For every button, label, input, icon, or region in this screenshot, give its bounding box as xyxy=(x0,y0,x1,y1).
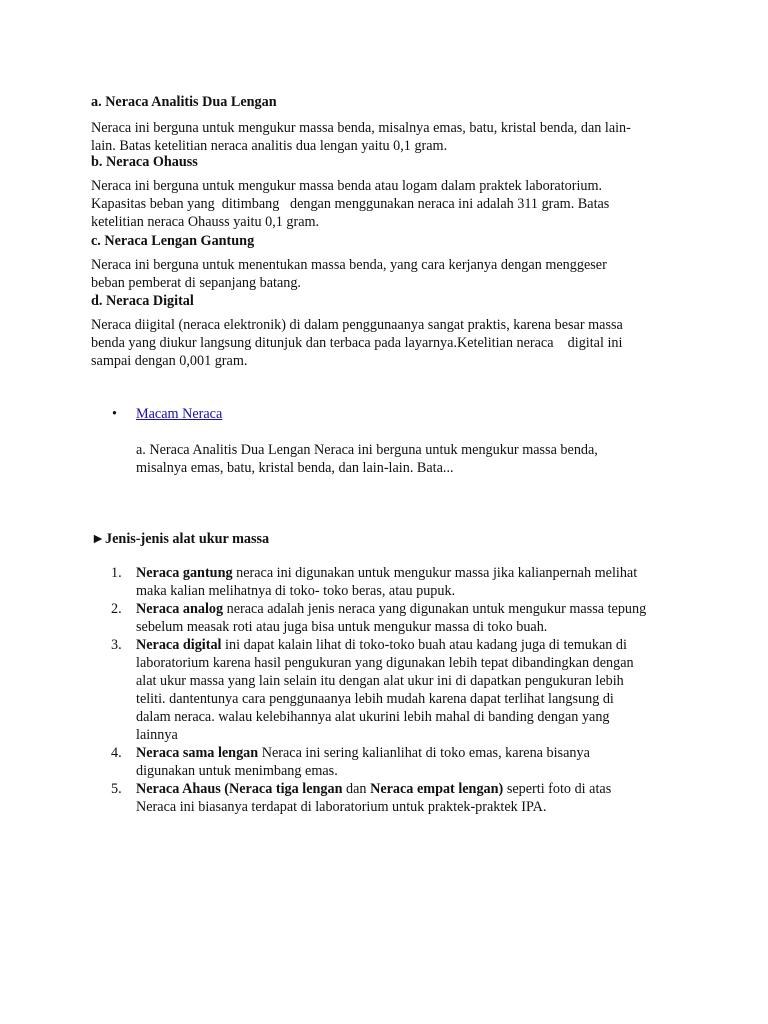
item-connector: dan xyxy=(342,781,371,797)
para-ohauss: Neraca ini berguna untuk mengukur massa benda atau logam dalam praktek laboratorium. Kapasitas beban yang ditimbang dengan menggunakan neraca ini adalah 311 gram. Batas ketelitian neraca Ohauss yaitu 0,1 gram. xyxy=(91,178,610,230)
list-number: 5. xyxy=(111,781,122,797)
item-title: Neraca gantung xyxy=(136,565,233,581)
list-item xyxy=(91,780,691,816)
list-number: 3. xyxy=(111,637,122,653)
item-close-paren: ) xyxy=(498,781,504,797)
item-text: Neraca ini sering kalianlihat di toko emas, karena bisanya digunakan untuk menimbang emas. xyxy=(136,745,590,779)
heading-analitis: a. Neraca Analitis Dua Lengan xyxy=(91,94,277,110)
item-text: neraca ini digunakan untuk mengukur massa jika kalianpernah melihat maka kalian melihatnya di toko- toko beras, atau pupuk. xyxy=(136,565,638,599)
bullet-marker: • xyxy=(112,406,117,422)
item-text: neraca adalah jenis neraca yang digunakan untuk mengukur massa tepung sebelum measak roti atau juga bisa untuk mengukur massa di toko buah. xyxy=(136,601,647,635)
list-item xyxy=(91,564,691,600)
item-title: Neraca analog xyxy=(136,601,224,617)
list-item xyxy=(91,636,691,744)
item-title: Neraca Ahaus (Neraca tiga lengan xyxy=(136,781,343,797)
para-lengan-gantung: Neraca ini berguna untuk menentukan massa benda, yang cara kerjanya dengan menggeser beban pemberat di sepanjang batang. xyxy=(91,257,607,291)
item-title: Neraca digital xyxy=(136,637,222,653)
jenis-list xyxy=(91,564,691,816)
para-analitis: Neraca ini berguna untuk mengukur massa benda, misalnya emas, batu, kristal benda, dan lain- lain. Batas ketelitian neraca analitis dua lengan yaitu 0,1 gram. xyxy=(91,120,631,154)
heading-lengan-gantung: c. Neraca Lengan Gantung xyxy=(91,233,255,249)
item-title-2: Neraca empat lengan xyxy=(370,781,499,797)
para-digital: Neraca diigital (neraca elektronik) di dalam penggunaanya sangat praktis, karena besar massa benda yang diukur langsung ditunjuk dan terbaca pada layarnya.Ketelitian neraca digital ini sampai dengan 0,001 gram. xyxy=(91,317,623,369)
list-number: 1. xyxy=(111,565,122,581)
list-item xyxy=(91,744,691,780)
heading-ohauss: b. Neraca Ohauss xyxy=(91,154,198,170)
item-title: Neraca sama lengan xyxy=(136,745,259,761)
item-text: ini dapat kalain lihat di toko-toko buah atau kadang juga di temukan di laboratorium karena hasil pengukuran yang digunakan lebih tepat dibandingkan dengan alat ukur massa yang lain selain itu dengan alat ukur ini di dapatkan pengukuran lebih teliti. dantentunya cara penggunaanya lebih mudah karena dapat terlihat langsung di dalam neraca. walau kelebihannya alat ukurini lebih mahal di banding dengan yang lainnya xyxy=(136,637,634,743)
list-number: 2. xyxy=(111,601,122,617)
list-item xyxy=(91,600,691,636)
macam-neraca-link[interactable]: Macam Neraca xyxy=(136,406,223,422)
heading-jenis-alat-ukur: ►Jenis-jenis alat ukur massa xyxy=(91,531,270,547)
list-number: 4. xyxy=(111,745,122,761)
link-summary: a. Neraca Analitis Dua Lengan Neraca ini berguna untuk mengukur massa benda, misalnya emas, batu, kristal benda, dan lain-lain. Bata... xyxy=(136,442,598,476)
item-text: seperti foto di atas Neraca ini biasanya terdapat di laboratorium untuk praktek-praktek IPA. xyxy=(136,781,612,815)
heading-digital: d. Neraca Digital xyxy=(91,293,194,309)
